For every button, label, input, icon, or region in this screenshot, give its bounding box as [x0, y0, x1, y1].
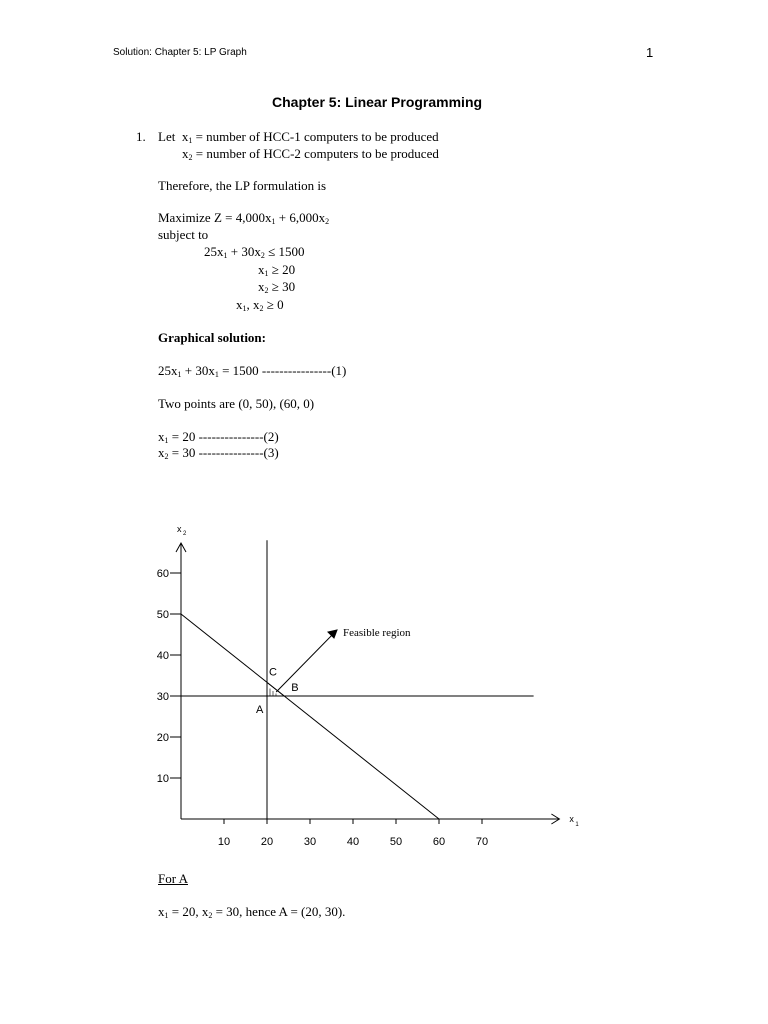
constraint-1: $25x_1 + 30x_2 \le 1500$	[204, 244, 305, 260]
x-tick-label: 30	[303, 836, 317, 848]
subject-to: subject to	[158, 227, 209, 242]
equation-3: $x_2 = 30$ ---------------(3)	[158, 445, 279, 461]
x-axis-label-subscript: 1	[575, 822, 579, 828]
chapter-title: Chapter 5: Linear Programming	[272, 94, 483, 110]
variable-definition-2: $x_2$ = number of HCC-2 computers to be produced	[182, 146, 439, 162]
y-tick-label: 20	[156, 732, 169, 744]
y-axis-label-subscript: 2	[183, 531, 187, 537]
constraint-3: $x_2 \ge 30$	[258, 279, 296, 295]
constraint-nonnegativity: $x_1$, $x_2 \ge 0$	[236, 297, 284, 313]
x-tick-label: 70	[475, 836, 489, 848]
y-tick-label: 40	[156, 650, 169, 662]
x-tick-label: 50	[389, 836, 403, 848]
feasible-region	[267, 682, 284, 696]
formulation-intro: Therefore, the LP formulation is	[158, 178, 327, 193]
constraint-line	[181, 614, 439, 819]
point-label-a: A	[256, 704, 264, 716]
equation-2: $x_1 = 20$ ---------------(2)	[158, 429, 279, 445]
point-label-b: B	[291, 682, 299, 694]
annotation-arrow	[276, 630, 337, 692]
y-tick-label: 30	[156, 691, 169, 703]
equation-1: $25x_1 + 30x_1 = 1500$ ----------------(1)	[158, 363, 347, 379]
x-tick-label: 40	[346, 836, 360, 848]
problem-number: 1.	[136, 129, 146, 144]
page-number: 1	[646, 45, 654, 60]
objective-function: Maximize $Z = 4,000x_1 + 6,000x_2$	[158, 210, 330, 226]
x-tick-label: 60	[432, 836, 446, 848]
x-tick-label: 10	[217, 836, 231, 848]
y-tick-label: 50	[156, 609, 169, 621]
y-tick-label: 10	[156, 773, 169, 785]
two-points: Two points are (0, 50), (60, 0)	[158, 396, 315, 411]
constraint-2: $x_1 \ge 20$	[258, 262, 296, 278]
graphical-heading: Graphical solution:	[158, 330, 266, 345]
x-axis-label: x	[569, 814, 574, 824]
point-label-c: C	[269, 666, 277, 679]
feasible-region-label: Feasible region	[343, 627, 411, 639]
y-axis-label: x	[177, 524, 182, 534]
variable-definition-1: Let $x_1$ = number of HCC-1 computers to be produced	[158, 129, 439, 145]
x-tick-label: 20	[260, 836, 274, 848]
y-tick-label: 60	[156, 568, 169, 580]
running-header: Solution: Chapter 5: LP Graph	[113, 47, 247, 58]
for-a-solution: $x_1 = 20$, $x_2 = 30$, hence A = (20, 30).	[158, 904, 346, 920]
for-a-heading: For A	[158, 871, 188, 886]
annotation-arrowhead	[328, 630, 337, 638]
